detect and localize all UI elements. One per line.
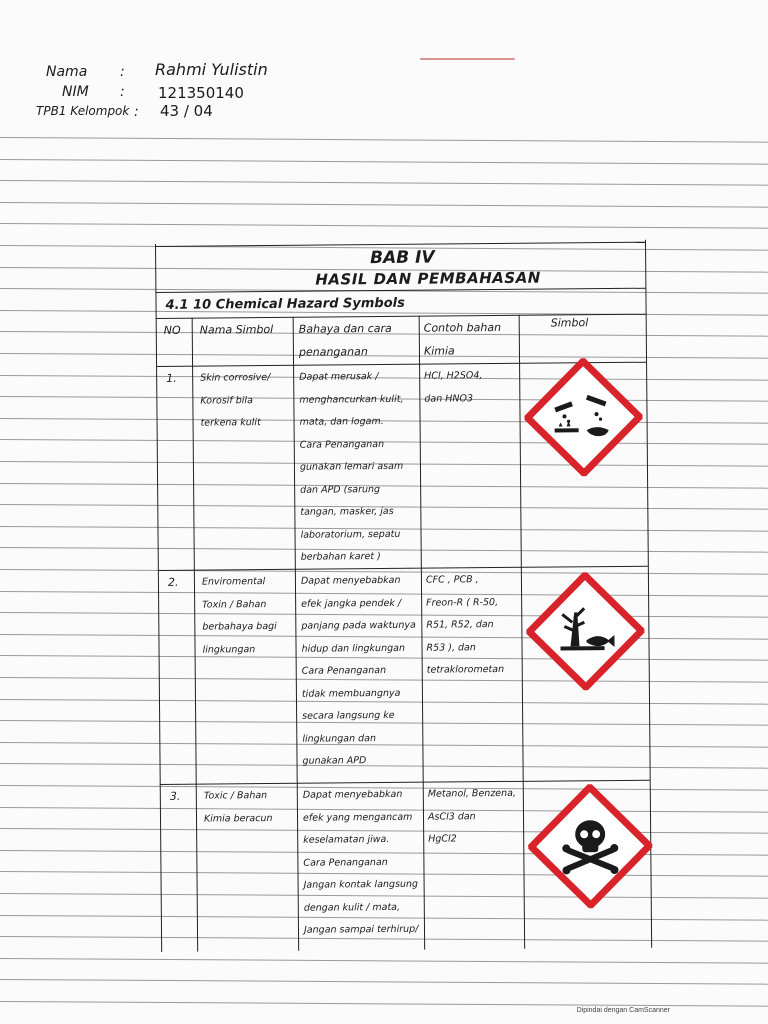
row-1-contoh-line: dan HNO3: [424, 392, 474, 405]
scanner-watermark: Dipindai dengan CamScanner: [576, 1007, 670, 1014]
row-1-bahaya-line: Cara Penanganan: [299, 438, 385, 451]
row-2-bahaya-line: gunakan APD: [302, 755, 367, 767]
row-1-bahaya-line: berbahan karet ): [300, 551, 381, 563]
row-3-nama-cell: [204, 785, 273, 831]
ruled-line: [0, 137, 768, 143]
ruled-line: [0, 1001, 768, 1007]
row-2-nama-line: Enviromental: [201, 576, 266, 588]
row-3-bahaya-line: efek yang mengancam: [302, 811, 413, 824]
header-bahaya-line: penanganan: [298, 344, 368, 359]
row-3-bahaya-line: keselamatan jiwa.: [303, 833, 390, 846]
pictogram-border: [529, 575, 642, 688]
row-1-contoh-cell: [424, 365, 483, 411]
row-2-no-line: 2.: [167, 575, 179, 589]
nama-value: Rahmi Yulistin: [155, 60, 268, 79]
environment-pictogram: [526, 572, 645, 691]
row-2-contoh-cell: [426, 569, 504, 682]
nama-separator: :: [120, 64, 125, 80]
row-2-bahaya-line: hidup dan lingkungan: [301, 642, 405, 655]
ruled-line: [0, 159, 768, 165]
header-contoh-line: Contoh bahan: [423, 320, 502, 335]
row-2-contoh-line: R51, R52, dan: [426, 619, 494, 631]
row-3-contoh-line: HgCl2: [428, 833, 457, 845]
ruled-line: [0, 202, 768, 208]
row-1-no-cell: [166, 368, 177, 391]
row-2-bahaya-line: Dapat menyebabkan: [300, 574, 401, 587]
kelompok-separator: :: [134, 104, 139, 120]
row-2-bahaya-line: Cara Penanganan: [301, 664, 387, 677]
row-2-bahaya-line: efek jangka pendek /: [301, 597, 402, 610]
row-3-bahaya-line: Jangan kontak langsung: [303, 878, 419, 891]
row-3-contoh-cell: [428, 783, 517, 851]
row-3-nama-line: Toxic / Bahan: [203, 790, 268, 802]
row-2-nama-line: Toxin / Bahan: [202, 598, 267, 611]
ruled-line: [0, 958, 768, 964]
row-3-no-cell: [170, 786, 181, 809]
row-2-contoh-line: Freon-R ( R-50,: [426, 596, 499, 609]
row-1-bahaya-line: tangan, masker, jas: [300, 505, 394, 518]
row-2-bahaya-cell: [301, 570, 417, 773]
row-2-bahaya-line: secara langsung ke: [302, 709, 395, 722]
row-3-contoh-line: AsCl3 dan: [427, 810, 476, 823]
header-bahaya-line: Bahaya dan cara: [298, 321, 392, 336]
row-1-contoh-line: HCl, H2SO4,: [424, 370, 483, 382]
nim-separator: :: [120, 84, 125, 100]
row-1-bahaya-line: dan APD (sarung: [300, 483, 381, 496]
row-2-bahaya-line: panjang pada waktunya: [301, 619, 416, 632]
row-1-nama-line: Korosif bila: [200, 394, 253, 407]
pictogram-border: [527, 361, 640, 474]
header-nama-simbol: Nama Simbol: [199, 322, 274, 337]
row-2-contoh-line: tetraklorometan: [426, 663, 505, 676]
row-1-nama-line: Skin corrosive/: [200, 371, 271, 384]
row-1-bahaya-line: mata, dan logam.: [299, 416, 384, 428]
row-2-bahaya-line: tidak membuangnya: [301, 687, 401, 700]
header-bahaya: [299, 318, 392, 364]
row-2-nama-cell: [202, 571, 277, 662]
row-1-nama-line: terkena kulit: [200, 417, 261, 429]
row-1-bahaya-line: Dapat merusak /: [299, 371, 379, 383]
header-no: NO: [163, 323, 181, 337]
row-2-nama-line: lingkungan: [202, 643, 256, 656]
row-1-bahaya-line: laboratorium, sepatu: [300, 528, 401, 541]
section-title: 4.1 10 Chemical Hazard Symbols: [165, 295, 405, 313]
header-contoh-line: Kimia: [423, 343, 455, 358]
kelompok-value: 43 / 04: [160, 102, 213, 120]
toxic-pictogram: [528, 784, 653, 909]
row-2-bahaya-line: lingkungan dan: [302, 732, 377, 745]
col-line-2: [293, 317, 300, 951]
row-2-contoh-line: R53 ), dan: [426, 641, 476, 654]
row-3-bahaya-line: dengan kulit / mata,: [303, 901, 401, 914]
col-line-3: [419, 316, 426, 950]
header-contoh: [424, 317, 502, 363]
row-2-no-cell: [168, 572, 179, 595]
row-3-no-line: 3.: [169, 789, 181, 803]
row-1-bahaya-line: menghancurkan kulit,: [299, 393, 404, 406]
nim-value: 121350140: [158, 84, 244, 102]
corrosive-pictogram: [524, 358, 643, 477]
nama-label: Nama: [46, 64, 88, 80]
table-border-top: [155, 242, 645, 247]
kelompok-label: TPB1 Kelompok: [36, 104, 130, 118]
ruled-line: [0, 979, 768, 985]
row-3-bahaya-cell: [303, 784, 419, 942]
row-1-bahaya-cell: [299, 366, 405, 569]
row-1-no-line: 1.: [166, 371, 177, 385]
nim-label: NIM: [62, 84, 89, 100]
row-3-bahaya-line: Jangan sampai terhirup/: [303, 923, 419, 936]
row-2-nama-line: berbahaya bagi: [202, 620, 277, 633]
row-3-bahaya-line: Cara Penanganan: [303, 856, 388, 869]
chapter-subtitle: HASIL DAN PEMBAHASAN: [315, 268, 541, 289]
row-3-bahaya-line: Dapat menyebabkan: [302, 788, 403, 801]
header-simbol: Simbol: [550, 316, 589, 330]
ruled-line: [0, 180, 768, 186]
row-2-contoh-line: CFC , PCB ,: [425, 574, 479, 586]
ink-smudge: [420, 58, 515, 60]
row-1-nama-cell: [200, 367, 271, 435]
row-3-nama-line: Kimia beracun: [203, 812, 273, 825]
col-line-1: [192, 318, 199, 952]
row-1-bahaya-line: gunakan lemari asam: [299, 460, 404, 473]
ruled-line: [0, 223, 768, 229]
row-3-contoh-line: Metanol, Benzena,: [427, 787, 517, 800]
chapter-title: BAB IV: [370, 247, 435, 269]
hazard-table: [155, 240, 651, 952]
table-border-left: [155, 244, 162, 952]
